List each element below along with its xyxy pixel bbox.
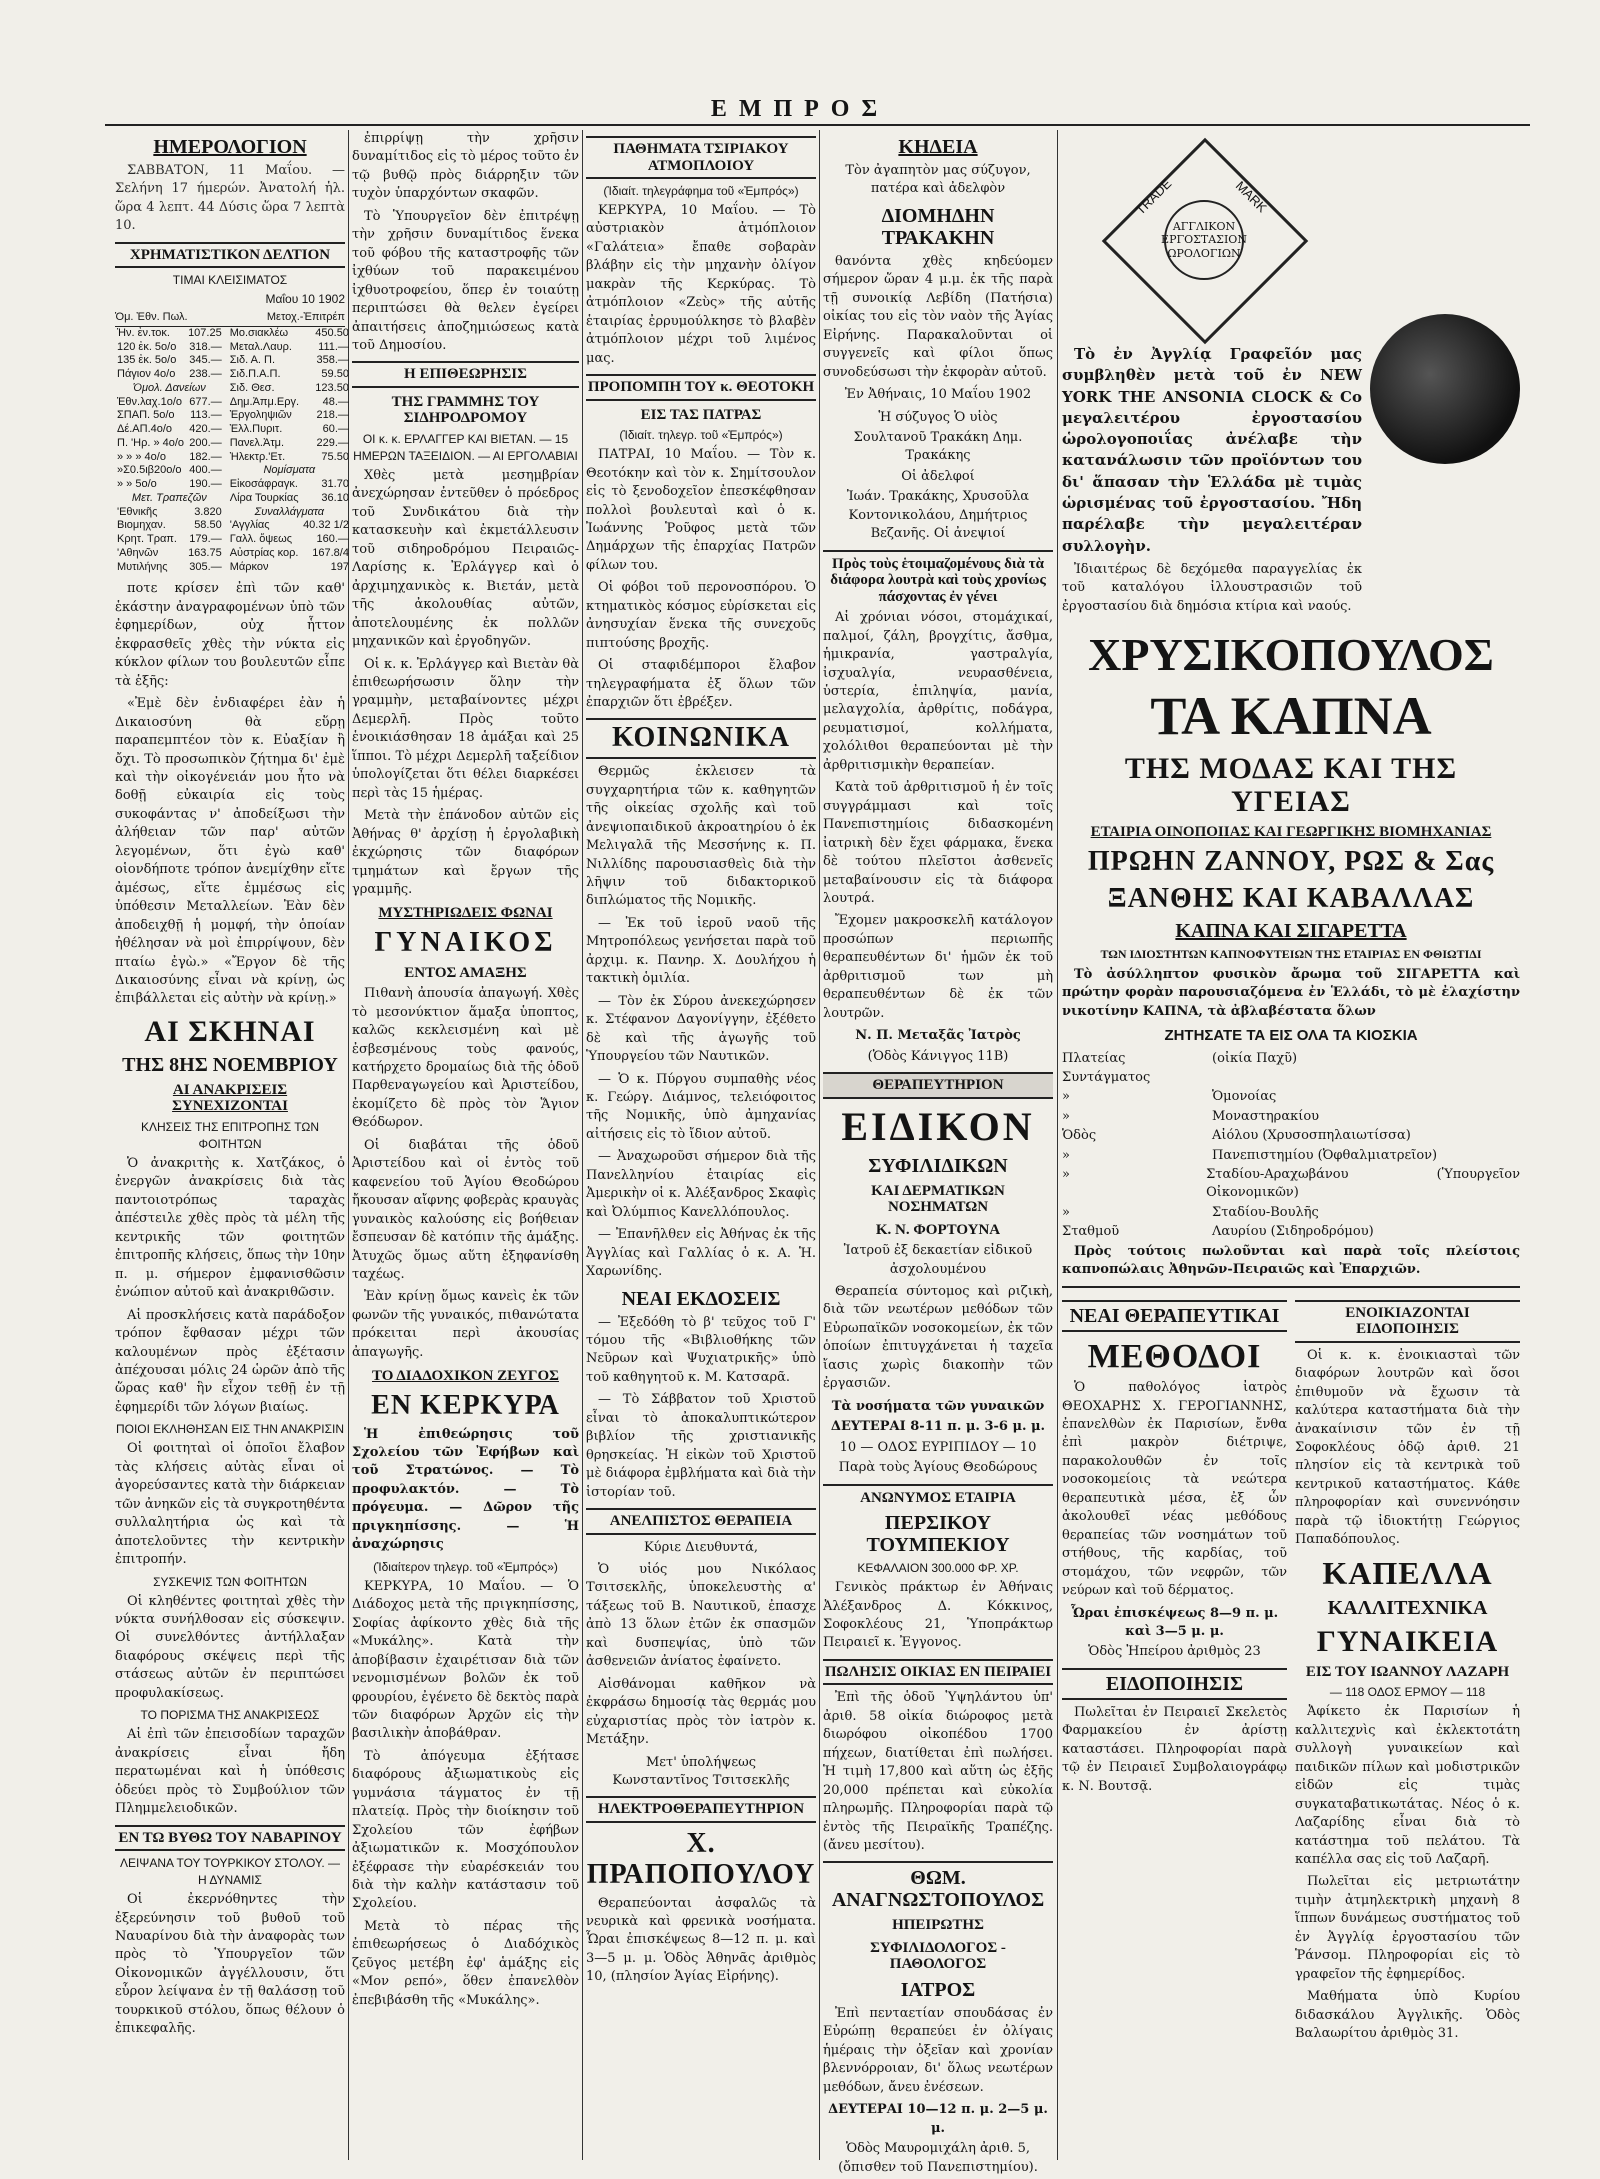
- kiosk-street: »: [1062, 1108, 1070, 1124]
- fx-row: [228, 341, 351, 355]
- kiosk-item: [1062, 1088, 1520, 1106]
- fx-row: [228, 437, 351, 451]
- headline-gynaikos: ΓΥΝΑΙΚΟΣ: [374, 926, 557, 958]
- headline-neai-ekdoseis: ΝΕΑΙ ΕΚΔΟΣΕΙΣ: [621, 1287, 781, 1310]
- kiosk-street: »: [1062, 1147, 1070, 1163]
- fx-label: Μάρκον: [229, 560, 269, 573]
- fx-value: 111.—: [318, 340, 349, 353]
- paragraph: — Τὸν ἐκ Σύρου ἀνεκεχώρησεν κ. Στέφανον Δαγονίγγην, ἐξέθετο δὲ καὶ τῆς ἀγωγῆς τοῦ Ὑπουργείου τῶν Ναυτικῶν.: [586, 993, 816, 1065]
- paragraph: Ὁ ἀνακριτὴς κ. Χατζάκος, ὁ ἐνεργῶν ἀνακρίσεις διὰ τὰς παντοιοτρόπως ταραχὰς ἀπέστειλε χθὲς πρὸς τὰ μέλη τῆς κεντρικῆς τῶν φοιτητῶν ἐπιτροπῆς κλήσεις, ὅπως τὴν 10ην π. μ. σήμερον ἐμφανισθῶσιν ἐνώπιον αὐτοῦ καὶ ἀνακριθῶσιν.: [115, 1155, 345, 1301]
- subhead: ΛΕΙΨΑΝΑ ΤΟΥ ΤΟΥΡΚΙΚΟΥ ΣΤΟΛΟΥ. — Η ΔΥΝΑΜΙΣ: [119, 1856, 341, 1888]
- fx-value: 36.10: [321, 491, 349, 504]
- fx-row: [228, 451, 351, 465]
- fx-row: [115, 437, 224, 451]
- paragraph: ΚΕΡΚΥΡΑ, 10 Μαΐου. — Ὁ Διάδοχος μετὰ τῆς πριγκηπίσσης, Σοφίας ἀφίκοντο χθὲς διὰ τῆς «Μυκάλης». Κατὰ τὴν ἀποβίβασιν ἐχαιρέτισαν διὰ τῶν νενομισμένων βολῶν ἐκ τοῦ φρουρίου, ἐγένετο δὲ δεκτὸς παρὰ τῶν διαφόρων Ἀρχῶν εἰς τὴν βασιλικὴν ἀποβάθραν.: [352, 1578, 579, 1742]
- fx-row: [115, 561, 224, 575]
- fx-value: 40.32 1/2: [303, 519, 349, 532]
- lead: Ἡ ἐπιθεώρησις τοῦ Σχολείου τῶν Ἐφήβων καὶ τοῦ Στρατώνος. — Τὸ προφυλακτόν. — Τὸ πρόγευμα. — Δῶρον τῆς πριγκηπίσσης. — Ἡ ἀναχώρησις: [352, 1426, 579, 1553]
- fx-label: Π. 'Ηρ. » 4ο/ο: [117, 436, 185, 449]
- doctor-name: Ν. Π. Μεταξᾶς Ἰατρὸς: [855, 1028, 1021, 1044]
- subhead: ΚΛΗΣΕΙΣ ΤΗΣ ΕΠΙΤΡΟΠΗΣ ΤΩΝ ΦΟΙΤΗΤΩΝ: [140, 1119, 319, 1151]
- fx-row: [115, 464, 224, 478]
- kiosk-street: »: [1062, 1204, 1070, 1220]
- fx-row: [228, 327, 351, 341]
- clock-ad-text: Τὸ ἐν Ἀγγλίᾳ Γραφεῖόν μας συμβληθὲν μετὰ τοῦ ἐν NEW YORK THE ANSONIA CLOCK & Co μεγαλειτέρου ἐργοστασίου ὡρολογοποιΐας ἀνέλαβε τὴν κατανάλωσιν τῶν προϊόντων του δι' ἅπασαν τὴν Ἑλλάδα μὲ τιμὰς ὡρισμένας τοῦ ἐργοστασίου. Ἤδη παρέλαβε τὴν μεγαλειτέραν συλλογὴν.: [1062, 345, 1362, 555]
- trademark-logo: [1102, 138, 1302, 338]
- headline-iatros: ΙΑΤΡΟΣ: [900, 1978, 976, 2001]
- fx-value: 420.—: [189, 423, 222, 436]
- headline-enoikiazontai: ΕΝΟΙΚΙΑΖΟΝΤΑΙ ΕΙΔΟΠΟΙΗΣΙΣ: [1295, 1300, 1520, 1343]
- fx-label: Δημ.Ἀπμ.Εργ.: [229, 395, 300, 408]
- paragraph: Ἐὰν κρίνῃ ὅμως κανεὶς ἐκ τῶν φωνῶν τῆς γυναικός, πιθανώτατα πρόκειται περὶ ἀκουσίας ἀπαγωγῆς.: [352, 1289, 579, 1360]
- fx-label: Ἡν. ἐν.τοκ.: [117, 326, 170, 339]
- fx-label: » » 5ο/ο: [117, 478, 157, 491]
- kapna-sigaretta: ΚΑΠΝΑ ΚΑΙ ΣΙΓΑΡΕΤΤΑ: [1175, 920, 1407, 943]
- clinic-address: Παρὰ τοὺς Ἁγίους Θεοδώρους: [838, 1460, 1038, 1476]
- doctor-hours: ΔΕΥΤΕΡΑΙ 10—12 π. μ. 2—5 μ. μ.: [828, 2102, 1048, 2136]
- fx-title: ΧΡΗΜΑΤΙΣΤΙΚΟΝ ΔΕΛΤΙΟΝ: [115, 242, 345, 269]
- fx-table: [115, 326, 349, 575]
- fx-label: 120 ἐκ. 5ο/ο: [117, 340, 177, 353]
- headline-diadoxikon: ΤΟ ΔΙΑΔΟΧΙΚΟΝ ΖΕΥΓΟΣ: [372, 1368, 559, 1385]
- doctor-address: Ὁδὸς Ἠπείρου ἀριθμὸς 23: [1088, 1644, 1261, 1660]
- fx-row: [228, 492, 351, 506]
- paragraph: ΠΑΤΡΑΙ, 10 Μαΐου. — Τὸν κ. Θεοτόκην καὶ τὸν κ. Σημίτσουλον εἰς τὸ ξενοδοχεῖον ἐπεσκέφθησαν πολλοὶ βουλευταὶ καὶ ὁ κ. Ἰωάννης Ῥοῦφος μετὰ τῶν Δημάρχων τῆς ἐπαρχίας Πατρῶν φίλων του.: [586, 447, 816, 573]
- calendar-title: ΗΜΕΡΟΛΟΓΙΟΝ: [153, 136, 307, 158]
- headline-syfilidologos: ΣΥΦΙΛΙΔΟΛΟΓΟΣ - ΠΑΘΟΛΟΓΟΣ: [870, 1939, 1006, 1973]
- fx-row: [228, 478, 351, 492]
- fx-row: [115, 396, 224, 410]
- paragraph: Θεραπεύονται ἀσφαλῶς τὰ νευρικὰ καὶ φρενικὰ νοσήματα. Ὧραι ἐπισκέψεως 8—12 π. μ. καὶ 3—5 μ. μ. Ὁδὸς Ἀθηνᾶς ἀριθμὸς 10, (πλησίον Ἁγίας Εἰρήνης).: [586, 1895, 816, 1985]
- column-rule: [1057, 130, 1058, 2160]
- paragraph: — Ἀναχωροῦσι σήμερον διὰ τῆς Πανελληνίου ἑταιρίας εἰς Ἀμερικὴν οἱ κ. Ἀλέξανδρος Σκαφὶς καὶ Ὀλύμπιος Κανελλόπουλος.: [586, 1149, 816, 1220]
- salutation: Κύριε Διευθυντά,: [643, 1539, 759, 1555]
- shop-address: — 118 ΟΔΟΣ ΕΡΜΟΥ — 118: [1329, 1685, 1486, 1700]
- kiosk-place: (οἰκία Παχῦ): [1212, 1051, 1298, 1067]
- headline-theotoki: ΠΡΟΠΟΜΠΗ ΤΟΥ κ. ΘΕΟΤΟΚΗ: [586, 374, 816, 401]
- lower-ads-left: [1062, 1294, 1287, 2048]
- top-rule: [105, 124, 1530, 126]
- fx-row: [115, 478, 224, 492]
- column-5-ads: [1062, 130, 1520, 2048]
- telegram-note: (Ἰδιαίτ. τηλεγράφημα τοῦ «Ἐμπρός»): [603, 184, 799, 198]
- headline-therm: Πρὸς τοὺς ἑτοιμαζομένους διὰ τὰ διάφορα λουτρὰ καὶ τοὺς χρονίως πάσχοντας ἐν γένει: [823, 550, 1053, 606]
- fx-label: Πανελ.Ἀτμ.: [229, 436, 285, 449]
- fx-label: Μυτιλήνης: [117, 560, 168, 573]
- paragraph: Οἱ φόβοι τοῦ περονοσπόρου. Ὁ κτηματικὸς κόσμος εὑρίσκεται εἰς ἀνησυχίαν ἕνεκα τῆς συνεχοῦς πιπτούσης βροχῆς.: [586, 580, 816, 651]
- fx-value: 182.—: [189, 450, 222, 463]
- fx-value: 190.—: [189, 478, 222, 491]
- paragraph: Τὸ Ὑπουργεῖον δὲν ἐπιτρέψῃ τὴν χρῆσιν δυναμίτιδος ἕνεκα τοῦ φόβου τῆς καταστροφῆς τῶν ἰχθύων τοῦ παρακειμένου ἰχθυοτροφείου, ὅπερ ἐν τοιαύτῃ περιπτώσει θὰ θελεν ἐγείρει ἀπαιτήσεις ἀποζημιώσεως κατὰ τοῦ Δημοσίου.: [352, 208, 579, 353]
- headline-koinonika: ΚΟΙΝΩΝΙΚΑ: [586, 718, 816, 759]
- paragraph: ΚΕΡΚΥΡΑ, 10 Μαΐου. — Τὸ αὐστριακὸν ἀτμόπλοιον «Γαλάτεια» ἔπαθε σοβαρὰν βλάβην εἰς τὴν μηχανὴν ὀλίγον μακρὰν τῆς Κερκύρας. Τὸ ἀτμόπλοιον «Ζεὺς» τῆς αὐτῆς ἑταιρίας ἐρρυμούλκησε τὸ βλαβὲν ἀτμόπλοιον μέχρι τοῦ λιμένος μας.: [586, 203, 816, 366]
- kiosk-item: [1062, 1050, 1520, 1087]
- fx-row: [228, 464, 351, 478]
- fx-header: [115, 310, 345, 327]
- paragraph: Τὸ ἀπόγευμα ἐξήτασε διαφόρους ἀξιωματικοὺς εἰς γυμνάσια τάγματος ἐν τῇ πλατείᾳ. Πρὸς τὴν διοίκησιν τοῦ Σχολείου τῶν ἐφήβων ἀξιωματικῶν κ. Μοσχόπουλον ἐξέφρασε τὴν εὐαρέσκειάν του διὰ τὴν καλὴν κατάστασιν τοῦ Σχολείου.: [352, 1748, 579, 1912]
- fx-label: Ἐργοληψιῶν: [229, 409, 292, 422]
- paragraph: Οἱ διαβάται τῆς ὁδοῦ Ἀριστείδου καὶ οἱ ἐντὸς τοῦ καφενείου τοῦ Ἁγίου Θεοδώρου ἤκουσαν αἴφνης φοβερὰς κραυγὰς γυναικὸς καλούσης εἰς βοήθειαν ἔσπευσαν δὲ κατόπιν τῆς ἁμάξης. Ἀτυχῶς ὅμως αὕτη ἐξηφανίσθη ταχέως.: [352, 1137, 579, 1283]
- fx-value: 450.50: [315, 326, 349, 339]
- fx-row: [228, 561, 351, 575]
- headline-eidikon: ΕΙΔΙΚΟΝ: [841, 1103, 1035, 1149]
- kiosk-item: [1062, 1223, 1520, 1241]
- clock-image: [1370, 314, 1520, 464]
- fx-label: Αὐστρίας κορ.: [229, 546, 299, 559]
- fx-label: Σιδ.Π.Α.Π.: [229, 368, 281, 381]
- paragraph: — Ἐκ τοῦ ἱεροῦ ναοῦ τῆς Μητροπόλεως γενήσεται παρὰ τοῦ ἀρχιμ. κ. Πανηρ. Χ. Δουλήχου ἡ τακτικὴ ὁμιλία.: [586, 915, 816, 987]
- headline-amaxis: ΕΝΤΟΣ ΑΜΑΞΗΣ: [404, 964, 527, 981]
- company-xanthi: ΞΑΝΘΗΣ ΚΑΙ ΚΑΒΑΛΛΑΣ: [1107, 882, 1475, 914]
- kapna-best: ΤΩΝ ΙΔΙΟΣΤΗΤΩΝ ΚΑΠΝΟΦΥΤΕΙΩΝ ΤΗΣ ΕΤΑΙΡΙΑΣ ΕΝ ΦΘΙΩΤΙΔΙ: [1100, 947, 1482, 962]
- fx-label: Ἐθν.λαχ.1ο/ο: [117, 395, 183, 408]
- fx-value: 677.—: [189, 395, 222, 408]
- fx-value: 3.820: [194, 505, 222, 518]
- fx-value: 163.75: [188, 546, 222, 559]
- paragraph: Πωλεῖται εἰς μετριωτάτην τιμὴν ἀτμηλεκτρικὴ μηχανὴ 8 ἵππων δυνάμεως συστήματος τοῦ ἐν Ἀγγλίᾳ ἐργοστασίου τῶν Ῥάνσομ. Πληροφορίαι εἰς τὸ γραφεῖον τῆς ἐφημερίδος.: [1295, 1874, 1520, 1982]
- headline-ta-kapna: ΤΑ ΚΑΠΝΑ: [1150, 685, 1432, 746]
- fx-value: 305.—: [189, 560, 222, 573]
- paragraph: θανόντα χθὲς κηδεύομεν σήμερον ὥραν 4 μ.μ. ἐκ τῆς παρὰ τῇ συνοικίᾳ Λεβίδη (Πατήσια) οἰκίας του εἰς τὸν ναὸν τῆς Ἁγίας Εἰρήνης. Παρακαλοῦνται οἱ συγγενεῖς καὶ φίλοι ὅπως συνοδεύσωσι τὴν ἐκφορὰν αὐτοῦ.: [823, 253, 1053, 380]
- clinic-hours: ΔΕΥΤΕΡΑΙ 8-11 π. μ. 3-6 μ. μ.: [830, 1419, 1046, 1435]
- fx-label: Ἠλεκτρ.'Ετ.: [229, 450, 286, 463]
- fx-label: Πάγιον 4ο/ο: [117, 368, 176, 381]
- headline-prapopoulou: Χ. ΠΡΑΠΟΠΟΥΛΟΥ: [586, 1827, 816, 1890]
- column-3: [586, 130, 816, 1991]
- fx-value: 197: [330, 560, 349, 573]
- fx-label: ΣΠΑΠ. 5ο/ο: [117, 409, 175, 422]
- fx-row: [228, 423, 351, 437]
- kiosk-place: Σταδίου-Βουλῆς: [1212, 1204, 1319, 1220]
- paragraph: — Ἐπανῆλθεν εἰς Ἀθήνας ἐκ τῆς Ἀγγλίας καὶ Γαλλίας ὁ κ. Α. Ἡ. Χαρωνίδης.: [586, 1227, 816, 1280]
- kiosk-place: Λαυρίου (Σιδηροδρόμου): [1212, 1224, 1374, 1240]
- khdeia-signature: Σουλτανοῦ Τρακάκη Δημ. Τρακάκης: [853, 429, 1023, 464]
- paragraph: Ἐπὶ τῆς ὁδοῦ Ὑψηλάντου ὑπ' ἀριθ. 58 οἰκία διώροφος μετὰ διωρόφου οἰκοπέδου 1700 πήχεων, διατίθεται ἐπὶ πωλήσει. Ἡ τιμὴ 17,800 καὶ αὕτη ὡς ἐξῆς 20,000 πρέπεται καὶ εὐκολία πληρωμῆς. Πληροφορίαι παρὰ τῷ ἐντὸς τῆς Πειραϊκῆς Τραπέζης. (ἄνευ μεσίτου).: [823, 1690, 1053, 1853]
- fx-row: [115, 451, 224, 465]
- paragraph: Ὁ παθολόγος ἰατρὸς ΘΕΟΧΑΡΗΣ Χ. ΓΕΡΟΓΙΑΝΝΗΣ, ἐπανελθὼν ἐκ Παρισίων, ἔνθα ἐπὶ μακρὸν διέτριψε, παρακολουθῶν ἐν τοῖς νοσοκομείοις τὰ νεώτερα θεραπευτικὰ μέσα, ἐξ ὧν ἀκολουθεῖ νέας μεθόδους θεραπείας τῶν νοσημάτων τοῦ στήθους, τῆς καρδίας, τοῦ στομάχου, τῶν νεφρῶν, τῶν νεύρων καὶ τοῦ δέρματος.: [1062, 1380, 1287, 1599]
- clinic-address: 10 — ΟΔΟΣ ΕΥΡΙΠΙΔΟΥ — 10: [839, 1439, 1037, 1455]
- trademark-right-label: MARK: [1232, 178, 1270, 216]
- fx-row: [115, 519, 224, 533]
- paragraph: Οἱ σταφιδέμποροι ἔλαβον τηλεγραφήματα ἐξ ὅλων τῶν ἐπαρχιῶν ὅτι ἐβρέξεν.: [586, 658, 816, 711]
- fx-row: [115, 492, 224, 506]
- fx-label: Ἑλλ.Πυριτ.: [229, 423, 283, 436]
- headline-dermatikon: ΚΑΙ ΔΕΡΜΑΤΙΚΩΝ ΝΟΣΗΜΑΤΩΝ: [871, 1182, 1005, 1216]
- fx-left-table: [115, 327, 224, 575]
- headline-ipeirotis: ΗΠΕΙΡΩΤΗΣ: [892, 1917, 984, 1934]
- paragraph: Ἐπὶ πενταετίαν σπουδάσας ἐν Εὐρώπῃ θεραπεύει ἐν ὀλίγαις ἡμέραις τὴν ὀξεῖαν καὶ χρονίαν βλεννόρροιαν, δι' ὅλως νεωτέρων μεθόδων, ἄνευ ἐνέσεων.: [823, 2005, 1053, 2095]
- fx-row: [115, 368, 224, 382]
- headline-gynaikeia: ΓΥΝΑΙΚΕΙΑ: [1316, 1624, 1499, 1658]
- fx-label: Κρητ. Τραπ.: [117, 533, 177, 546]
- calendar-text: ΣΑΒΒΑΤΟΝ, 11 Μαΐου. — Σελήνη 17 ήμερών. Ἀνατολή ἡλ. ὥρα 4 λεπτ. 44 Δύσις ὥρα 7 λεπτὰ 10.: [115, 163, 345, 234]
- headline-kerkyra: ΕΝ ΚΕΡΚΥΡΑ: [371, 1389, 560, 1421]
- fx-value: 318.—: [189, 340, 222, 353]
- clinic-doctor-desc: Ἰατροῦ ἐξ δεκαετίαν εἰδικοῦ ἀσχολουμένου: [843, 1243, 1033, 1277]
- paragraph: Μετὰ τὸ πέρας τῆς ἐπιθεωρήσεως ὁ Διαδόχικὸς ζεῦγος μετέβη ἐφ' ἁμάξης εἰς «Μον ρεπό», ὅθεν ἐπανελθὸν ἐπεβιβάσθη τῆς «Μυκάλης».: [352, 1918, 579, 2008]
- fx-row: [115, 354, 224, 368]
- lower-ads: [1062, 1286, 1520, 2048]
- fx-label: Μετ. Τραπεζῶν: [131, 491, 207, 504]
- telegram-note: (Ἰδιαίτ. τηλεγρ. τοῦ «Ἐμπρός»): [619, 428, 783, 443]
- headline-pathemata: ΠΑΘΗΜΑΤΑ ΤΣΙΡΙΑΚΟΥ ΑΤΜΟΠΛΟΙΟΥ: [586, 136, 816, 179]
- fx-label: » » » 4ο/ο: [117, 450, 166, 463]
- headline-methodoi: ΜΕΘΟΔΟΙ: [1087, 1337, 1262, 1375]
- fx-row: [115, 327, 224, 341]
- khdeia-intro: Τὸν ἀγαπητὸν μας σύζυγον, πατέρα καὶ ἀδελφὸν: [845, 163, 1031, 197]
- fx-row: [228, 519, 351, 533]
- fx-row: [115, 506, 224, 520]
- column-rule: [582, 130, 583, 2160]
- headline-epitheorisis-sub: ΤΗΣ ΓΡΑΜΜΗΣ ΤΟΥ ΣΙΔΗΡΟΔΡΟΜΟΥ: [391, 393, 540, 427]
- fx-value: 358.—: [316, 354, 349, 367]
- fx-label: Μεταλ.Λαυρ.: [229, 340, 292, 353]
- paragraph: Ἀφίκετο ἐκ Παρισίων ἡ καλλιτεχνὶς καὶ ἐκλεκτοτάτη συλλογὴ γυναικείων καὶ παιδικῶν πίλων καὶ μοδιστρικῶν εἰδῶν εἰς τιμὰς συγκαταβατικωτάτας. Νέος ὁ κ. Λαζαρίδης εἶναι διὰ τὸ κατάστημα τοῦ πελάτου. Τὰ καπέλλα σας εἰς τοῦ Λαζαρῆ.: [1295, 1704, 1520, 1868]
- clinic-doctor: Κ. Ν. ΦΟΡΤΟΥΝΑ: [875, 1221, 1001, 1238]
- kiosk-item: [1062, 1127, 1520, 1145]
- paragraph: Ἔχομεν μακροσκελῆ κατάλογον προσώπων περιωπῆς θεραπευθέντων δι' ἡμῶν ἐκ τοῦ ἀρθριτισμοῦ των μὴ θεραπευθέντων δὲ ἐκ τῶν λουτρῶν.: [823, 913, 1053, 1021]
- paragraph: Οἱ ἐκερνόθηντες τὴν ἐξερεύνησιν τοῦ βυθοῦ τοῦ Ναυαρίνου διὰ τὴν ἀναφορὰς των πρὸς τὸ Ὑπουργεῖον τῶν Οἰκονομικῶν ἀγγέλλουσιν, ὅτι εὗρον λείψανα ἐν τῇ θαλάσσῃ τοῦ τουρκικοῦ στόλου, ὅπως θέλουν ὁ ἐπικεφαλῆς.: [115, 1892, 345, 2037]
- headline-aiskinai-sub: ΤΗΣ 8ΗΣ ΝΟΕΜΒΡΙΟΥ: [122, 1053, 338, 1076]
- headline-khdeia: ΚΗΔΕΙΑ: [898, 136, 978, 158]
- paragraph: — Ὁ κ. Πύργου συμπαθὴς νέος κ. Γεώργ. Διάμνος, τελειόφοιτος τῆς Νομικῆς, ὑπὸ ἀμηχανίας αἰτήσεις εἰς τὸ ἴδιον αὐτοῦ.: [586, 1071, 816, 1142]
- fx-label: 'Αθηνῶν: [117, 546, 159, 559]
- paragraph: Μετὰ τὴν ἐπάνοδον αὐτῶν εἰς Ἀθήνας θ' ἀρχίσῃ ἡ ἐργολαβικὴ ἐκχώρησις τῶν διαφόρων τμημάτων καὶ ἔργων τῆς γραμμῆς.: [352, 808, 579, 897]
- khdeia-name: ΔΙΟΜΗΔΗΝ ΤΡΑΚΑΚΗΝ: [881, 204, 995, 249]
- column-4: [823, 130, 1053, 2179]
- fx-value: 218.—: [316, 409, 349, 422]
- fx-row: [115, 382, 224, 396]
- company-capital: ΚΕΦΑΛΑΙΟΝ 300.000 ΦΡ. ΧΡ.: [857, 1561, 1019, 1576]
- company-prior: ΠΡΩΗΝ ΖΑΝΝΟΥ, ΡΩΣ & Σας: [1087, 845, 1495, 877]
- headline-modas: ΤΗΣ ΜΟΔΑΣ ΚΑΙ ΤΗΣ ΥΓΕΙΑΣ: [1124, 752, 1458, 819]
- kiosk-place: Αἰόλου (Χρυσοσπηλαιωτίσσα): [1212, 1128, 1411, 1144]
- fx-value: 48.—: [322, 395, 349, 408]
- paragraph: Κατὰ τοῦ ἀρθριτισμοῦ ἡ ἐν τοῖς συγγράμμασι καὶ τοῖς Πανεπιστημίοις διδασκομένη ἰατρικὴ δὲν ἔχει φάρμακα, ἕνεκα δὲ τούτου πλεῖστοι ἀσθενεῖς μεταβαίνουσιν εἰς τὰ διάφορα λουτρά.: [823, 780, 1053, 906]
- fx-value: 60.—: [322, 423, 349, 436]
- headline-anelpistos: ΑΝΕΛΠΙΣΤΟΣ ΘΕΡΑΠΕΙΑ: [586, 1508, 816, 1535]
- fx-row: [228, 409, 351, 423]
- kiosk-place: Μοναστηρακίου: [1212, 1108, 1320, 1124]
- subhead: ΠΟΙΟΙ ΕΚΛΗΘΗΣΑΝ ΕΙΣ ΤΗΝ ΑΝΑΚΡΙΣΙΝ: [115, 1422, 345, 1437]
- paragraph: ποτε κρίσεν ἐπὶ τῶν καθ' ἑκάστην ἀναγραφομένων ὑπὸ τῶν ἐφημερίδων, οὐχ ἧττον ἐκφρασθεῖς χθὲς τὴν νύκτα εἰς κύκλον φίλων του βουλευτῶν εἶπε τὰ ἑξῆς:: [115, 581, 345, 689]
- fx-label: Λίρα Τουρκίας: [229, 491, 299, 504]
- kiosk-street: Ὁδὸς: [1062, 1128, 1097, 1144]
- clinic-hours: Τὰ νοσήματα τῶν γυναικῶν: [831, 1398, 1045, 1414]
- paragraph: Πωλεῖται ἐν Πειραιεῖ Σκελετὸς Φαρμακείου ἐν ἀρίστῃ καταστάσει. Πληροφορίαι παρὰ τῷ ἐν Πειραιεῖ Συμβολαιογράφῳ κ. Ν. Βουτσᾷ.: [1062, 1704, 1287, 1794]
- fx-value: 345.—: [189, 354, 222, 367]
- fx-row: [228, 354, 351, 368]
- paragraph: Θεραπεία σύντομος καὶ ριζικὴ, διὰ τῶν νεωτέρων μεθόδων τῶν Εὐρωπαϊκῶν νοσοκομείων, ἐκ τῶν ὁποίων ἐπιτυγχάνεται ἡ ταχεῖα ἴασις χωρὶς διακοπὴν τῶν ἐργασιῶν.: [823, 1283, 1053, 1392]
- subhead: ΣΥΣΚΕΨΙΣ ΤΩΝ ΦΟΙΤΗΤΩΝ: [153, 1574, 307, 1589]
- paragraph: Αἱ ἐπὶ τῶν ἐπεισοδίων ταραχῶν ἀνακρίσεις εἶναι ἤδη περατωμέναι καὶ ἡ ὑπόθεσις ὁδεύει πρὸς τὸ Συμβούλιον τῶν Πλημμελειοδικῶν.: [115, 1727, 345, 1817]
- fx-row: [228, 396, 351, 410]
- fx-value: 179.—: [189, 533, 222, 546]
- headline-mysterious: ΜΥΣΤΗΡΙΩΔΕΙΣ ΦΩΝΑΙ: [378, 905, 553, 922]
- fx-value: 400.—: [189, 464, 222, 477]
- fx-label: Βιομηχαν.: [117, 519, 166, 532]
- headline-neai-therapeftikai: ΝΕΑΙ ΘΕΡΑΠΕΥΤΙΚΑΙ: [1062, 1300, 1287, 1332]
- fx-right-table: [228, 327, 351, 575]
- fx-value: 123.50: [315, 381, 349, 394]
- kiosk-street: »: [1062, 1166, 1070, 1182]
- paragraph: «Ἐμὲ δὲν ἐνδιαφέρει ἐὰν ἡ Δικαιοσύνη θὰ εὕρῃ παραπεμπτέον τὸν κ. Εὐαξίαν ἢ ὄχι. Τὸ προσωπικὸν ζήτημα δι' ἐμὲ καὶ τὴν οἰκογένειάν μου ἦτο νὰ δοθῇ εὐκαιρία εἰς τοὺς συκοφάντας ν' ἀποδείξωσι τὴν ἀλήθειαν τῶν παρ' αὐτῶν λεγομένων, ὅτι ἐγὼ καθ' οἱονδήποτε τρόπον ἀνεμίχθην εἴτε ἀμέσως, εἴτε ἐμμέσως εἰς ὑπόθεσιν Μεταλλείων. Ἐὰν δὲν ἀποδειχθῇ ἡ μομφή, τὴν ὁποίαν ἠθέλησαν νὰ μοὶ ἐπιρρίψουν, δὲν πταίω ἐγὼ.» «Ἔργον δὲ τῆς Δικαιοσύνης εἶναι νὰ κρίνῃ, ὡς ἐπιβάλλεται εἰς αὐτὴν νὰ κρίνῃ.»: [115, 696, 345, 1007]
- fx-label: Ὁμολ. Δανείων: [132, 381, 206, 394]
- kiosk-street: »: [1062, 1089, 1070, 1105]
- shop-owner: ΕΙΣ ΤΟΥ ΙΩΑΝΝΟΥ ΛΑΖΑΡΗ: [1305, 1663, 1510, 1680]
- fx-value: 229.—: [316, 436, 349, 449]
- fx-value: 58.50: [194, 519, 222, 532]
- kiosk-place: Ὁμονοίας: [1212, 1089, 1277, 1105]
- fx-value: 238.—: [189, 368, 222, 381]
- paragraph: Μαθήματα ὑπὸ Κυρίου διδασκάλου Ἀγγλικῆς. Ὁδὸς Βαλαωρίτου ἀριθμὸς 31.: [1295, 1989, 1520, 2042]
- fx-row: [228, 533, 351, 547]
- fx-label: Νομίσματα: [263, 464, 316, 477]
- fx-label: Εἰκοσάφραγκ.: [229, 478, 298, 491]
- column-rule: [819, 130, 820, 2160]
- paragraph: Οἱ κ. κ. Ἐρλάγγερ καὶ Βιετὰν θὰ ἐπιθεωρήσωσιν ὅλην τὴν γραμμὴν, μεταβαίνοντες μέχρι Δεμερλῆ. Πρὸς τοῦτο ἑνοικιάσθησαν 18 ἁμάξαι καὶ 25 ἵπποι. Τὸ μέχρι Δεμερλῆ ταξείδιον ὑπολογίζεται ὅτι θέλει διαρκέσει περὶ τὰς 15 ἡμέρας.: [352, 656, 579, 801]
- headline-therapeftirion: ΘΕΡΑΠΕΥΤΗΡΙΟΝ: [823, 1072, 1053, 1099]
- fx-label: 'Αγγλίας: [229, 519, 270, 532]
- kiosk-item: [1062, 1204, 1520, 1222]
- kapna-ad-text: Πρὸς τούτοις πωλοῦνται καὶ παρὰ τοῖς πλείστοις καπνοπώλαις Ἀθηνῶν-Πειραιῶς καὶ Ἐπαρχιῶν.: [1062, 1243, 1520, 1278]
- headline-epitheorisis: Η ΕΠΙΘΕΩΡΗΣΙΣ: [352, 361, 579, 388]
- clock-ad-text: Ἰδιαιτέρως δὲ δεχόμεθα παραγγελίας ἐκ τοῦ καταλόγου ἰλλουστρασιῶν τοῦ ἐργοστασίου διὰ δημόσια κτίρια καὶ ναούς.: [1062, 561, 1362, 614]
- paragraph: Γενικὸς πράκτωρ ἐν Ἀθήναις Ἀλέξανδρος Δ. Κόκκινος, Σοφοκλέους 21, Ὑποπράκτωρ Πειραιεῖ κ. Ἐγγονος.: [823, 1580, 1053, 1651]
- doctor-hours: Ὧραι ἐπισκέψεως 8—9 π. μ. καὶ 3—5 μ. μ.: [1070, 1605, 1279, 1639]
- subhead: ΤΟ ΠΟΡΙΣΜΑ ΤΗΣ ΑΝΑΚΡΙΣΕΩΣ: [140, 1708, 320, 1723]
- fx-value: 113.—: [190, 409, 222, 422]
- fx-row: [115, 409, 224, 423]
- clock-ad: [1062, 344, 1520, 620]
- fx-row: [228, 506, 351, 520]
- fx-row: [115, 341, 224, 355]
- kiosk-list: [1062, 1050, 1520, 1242]
- paragraph: — Ἐξεδόθη τὸ β' τεῦχος τοῦ Γ' τόμου τῆς «Βιβλιοθήκης τῶν Νεῦρων καὶ Ψυχιατρικῆς» ὑπὸ τοῦ καθηγητοῦ κ. Μ. Κατσαρᾶ.: [586, 1314, 816, 1385]
- paragraph: Πιθανὴ ἀπουσία ἀπαγωγή. Χθὲς τὸ μεσονύκτιον ἅμαξα ὑποπτος, καλῶς κεκλεισμένη καὶ μὲ ἐσβεσμένους τοὺς φανούς, κατήρχετο δρομαίως διὰ τῆς ὁδοῦ Παρθεναγωγείου καὶ Ἀριστείδου, ἐκομίζετο δὲ πρὸς τὸν Ἅγιον Θεόδωρον.: [352, 986, 579, 1131]
- kapna-ask: ΖΗΤΗΣΑΤΕ ΤΑ ΕΙΣ ΟΛΑ ΤΑ ΚΙΟΣΚΙΑ: [1164, 1026, 1418, 1044]
- headline-hlektrotherapeftirion: ΗΛΕΚΤΡΟΘΕΡΑΠΕΥΤΗΡΙΟΝ: [586, 1796, 816, 1823]
- column-1: [115, 130, 349, 2043]
- fx-value: 160.—: [316, 533, 349, 546]
- fx-value: 167.8/4: [312, 546, 349, 559]
- lower-ads-right: [1295, 1294, 1520, 2048]
- fx-head-left: Ὁμ. Ἐθν. Πωλ.: [115, 311, 188, 324]
- headline-anakriseis: ΑΙ ΑΝΑΚΡΙΣΕΙΣ ΣΥΝΕΧΙΖΟΝΤΑΙ: [172, 1081, 288, 1115]
- fx-label: 135 ἐκ. 5ο/ο: [117, 354, 177, 367]
- fx-label: Δέ.ΑΠ.4ο/ο: [117, 423, 173, 436]
- paragraph: Οἱ κ. κ. ἐνοικιασταὶ τῶν διαφόρων λουτρῶν καὶ ὅσοι ἐπιθυμοῦν νὰ ἔχωσιν τὰ καλύτερα καταστήματα διὰ τὴν ἀνακαίνισιν τῶν ἐν τῇ Σοφοκλέους ὁδῷ ἀριθ. 21 πλησίον εἰς τὰ κεντρικὰ τοῦ κεντρικοῦ καταστήματος. Κάθε πληροφορίαν καὶ συνεννόησιν παρὰ τῷ ἰδιοκτήτῃ Γεώργιος Παπαδόπουλος.: [1295, 1347, 1520, 1548]
- trademark-left-label: TRADE: [1132, 175, 1175, 218]
- headline-anonymos: ΑΝΩΝΥΜΟΣ ΕΤΑΙΡΙΑ: [823, 1484, 1053, 1507]
- fx-row: [115, 533, 224, 547]
- telegram-note: (Ἰδιαίτερον τηλεγρ. τοῦ «Ἐμπρός»): [373, 1559, 558, 1574]
- kiosk-street: Σταθμοῦ: [1062, 1224, 1120, 1240]
- kiosk-street: Πλατείας Συντάγματος: [1062, 1051, 1151, 1085]
- fx-value: 107.25: [188, 326, 222, 339]
- kiosk-place: Πανεπιστημίου (Ὀφθαλμιατρεῖον): [1212, 1147, 1438, 1163]
- fx-label: Σιδ. Θεσ.: [229, 381, 275, 394]
- headline-kallitexnika: ΚΑΛΛΙΤΕΧΝΙΚΑ: [1327, 1596, 1488, 1619]
- fx-value: 59.50: [321, 368, 349, 381]
- kiosk-item: [1062, 1166, 1520, 1203]
- paragraph: Θερμῶς ἐκλεισεν τὰ συγχαρητήρια τῶν κ. καθηγητῶν τῆς οἰκείας σχολῆς καὶ τοῦ ἀνεψιοπαιδικοῦ ἀκροατηρίου ὁ ἐκ Μελιγαλᾶ τῆς Μεσσήνης κ. Π. Νιλλίδης παρουσιασθεὶς διὰ τὴν λῆψιν τοῦ διδακτορικοῦ διπλώματος τῆς Νομικῆς.: [586, 764, 816, 909]
- subhead: ΟΙ κ. κ. ΕΡΛΑΓΓΕΡ ΚΑΙ ΒΙΕΤΑΝ. — 15 ΗΜΕΡΩΝ ΤΑΞΕΙΔΙΟΝ. — ΑΙ ΕΡΓΟΛΑΒΙΑΙ: [353, 431, 578, 463]
- paragraph: Οἱ κληθέντες φοιτηταὶ χθὲς τὴν νύκτα συνήλθοσαν εἰς σύσκεψιν. Οἱ συνελθόντες ἀντήλλαξαν διαφόρους σκέψεις περὶ τῆς στάσεως αὐτῶν ἐν περιπτώσει προφυλακίσεως.: [115, 1593, 345, 1701]
- paragraph: Αἰσθάνομαι καθῆκον νὰ ἐκφράσω δημοσίᾳ τὰς θερμάς μου εὐχαριστίας πρὸς τὸν ἰατρὸν κ. Μετάξην.: [586, 1676, 816, 1748]
- doctor-address: Ὁδὸς Μαυρομιχάλη ἀριθ. 5, (ὄπισθεν τοῦ Πανεπιστημίου).: [838, 2141, 1038, 2175]
- headline-anagnostopoulos: ΘΩΜ. ΑΝΑΓΝΩΣΤΟΠΟΥΛΟΣ: [823, 1861, 1053, 1911]
- fx-subtitle: ΤΙΜΑΙ ΚΛΕΙΣΙΜΑΤΟΣ: [172, 273, 288, 288]
- fx-label: 'Εθνικῆς: [117, 505, 158, 518]
- fx-value: 31.70: [321, 478, 349, 491]
- company-name: ΕΤΑΙΡΙΑ ΟΙΝΟΠΟΙΙΑΣ ΚΑΙ ΓΕΩΡΓΙΚΗΣ ΒΙΟΜΗΧΑΝΙΑΣ: [1090, 824, 1492, 841]
- fx-label: Συναλλάγματα: [254, 505, 325, 518]
- fx-value: 200.—: [189, 436, 222, 449]
- fx-row: [228, 547, 351, 561]
- kiosk-item: [1062, 1108, 1520, 1126]
- signature: Μετ' ὑπολήψεως Κωνσταντῖνος Τσιτσεκλῆς: [612, 1754, 790, 1788]
- headline-polisis: ΠΩΛΗΣΙΣ ΟΙΚΙΑΣ ΕΝ ΠΕΙΡΑΙΕΙ: [823, 1659, 1053, 1686]
- headline-syfilidikon: ΣΥΦΙΛΙΔΙΚΩΝ: [868, 1154, 1008, 1177]
- fx-value: 75.50: [321, 450, 349, 463]
- fx-head-right: Μετοχ.-Ἐπιτρέπ: [266, 311, 345, 324]
- headline-patras: ΕΙΣ ΤΑΣ ΠΑΤΡΑΣ: [640, 406, 762, 423]
- khdeia-signature: Ἡ σύζυγος Ὁ υἱὸς: [878, 409, 998, 425]
- fx-label: Γαλλ. ὄψεως: [229, 533, 293, 546]
- trademark-seal: ΑΓΓΛΙΚΟΝ ΕΡΓΟΣΤΑΣΙΟΝ ΩΡΟΛΟΓΙΩΝ: [1164, 200, 1244, 280]
- fx-label: »Σ0.5ιβ20ο/ο: [117, 464, 182, 477]
- paragraph: Αἱ προσκλήσεις κατὰ παράδοξον τρόπον ἔφθασαν μέχρι τῶν καλουμένων πρὸς ἐξέτασιν ἀπέχουσαι μόλις 24 ὡρῶν ἀπὸ τῆς ὥρας καθ' ἣν εἶχον τεθῇ ἐν τῇ ἐφημερίδι τῶν λόγων βιαίως.: [115, 1307, 345, 1415]
- fx-row: [115, 547, 224, 561]
- paragraph: Οἱ φοιτηταὶ οἱ ὁποῖοι ἔλαβον τὰς κλήσεις αὐτὰς εἶναι οἱ ἀγορεύσαντες κατὰ τὴν διάρκειαν τῶν ἀνηκῶν εἰς τὰ συγκροτηθέντα συλλαλητήρια ὡς καὶ τὰ ἀποτελοῦντες τὴν κεντρικὴν ἐπιτροπήν.: [115, 1441, 345, 1568]
- fx-row: [115, 423, 224, 437]
- column-2: [352, 130, 579, 2014]
- kapna-ad-text: Τὸ ἀσύλληπτον φυσικὸν ἄρωμα τοῦ ΣΙΓΑΡΕΤΤΑ καὶ πρώτην φορὰν παρουσιαζόμενα ἐν Ἑλλάδι, τὸ μὲ ἐλαχίστην νικοτίνην ΚΑΠΝΑ, τὰ ἀβλαβέστατα ὅλων: [1062, 966, 1520, 1019]
- paragraph: Αἱ χρόνιαι νόσοι, στομάχικαί, παλμοί, ζάλη, βρογχίτις, ἄσθμα, ἡμικρανία, γαστραλγία, ἰσχυαλγία, νευρασθένεια, ὑστερία, ἐπιληψία, μανία, μελαγχολία, ἀρθρίτις, ποδάγρα, ρευματισμοί, κολλήματα, χολόλιθοι θεραπεύονται μὲ τὴν ἀρθριτισμικὴν θεραπείαν.: [823, 610, 1053, 773]
- doctor-address: (Ὁδὸς Κάνιγγος 11Β): [867, 1048, 1009, 1064]
- paragraph: Χθὲς μετὰ μεσημβρίαν ἀνεχώρησαν ἐντεῦθεν ὁ πρόεδρος τοῦ Συνδικάτου διὰ τὴν κατασκευὴν καὶ ἐκμετάλλευσιν τοῦ σιδηροδρόμου Πειραιῶς-Λαρίσης κ. Ἐρλάγγερ καὶ ὁ ἀρχιμηχανικὸς κ. Βιετάν, μετὰ τῆς ἀκολουθίας αὐτῶν, ἀποτελουμένης ἐκ πολλῶν μηχανικῶν καὶ ἐργοδηγῶν.: [352, 468, 579, 650]
- khdeia-signature: Οἱ ἀδελφοί: [901, 468, 975, 484]
- headline-kapella: ΚΑΠΕΛΛΑ: [1322, 1554, 1493, 1591]
- paragraph: — Τὸ Σάββατον τοῦ Χριστοῦ εἶναι τὸ ἀποκαλυπτικώτερον βιβλίον τῆς χριστιανικῆς θρησκείας. Ἡ εἰκὼν τοῦ Χριστοῦ μὲ διάφορα ἐμβλήματα καὶ διὰ τὴν ἱστορίαν τοῦ.: [586, 1392, 816, 1500]
- fx-row: [228, 368, 351, 382]
- headline-toumbekiou: ΠΕΡΣΙΚΟΥ ΤΟΥΜΠΕΚΙΟΥ: [866, 1512, 1010, 1557]
- headline-aiskinai: ΑΙ ΣΚΗΝΑΙ: [144, 1014, 316, 1048]
- fx-date: Μαΐου 10 1902: [265, 292, 345, 307]
- khdeia-place: Ἐν Ἀθήναις, 10 Μαΐου 1902: [844, 387, 1032, 403]
- fx-label: Μο.σιακλέω: [229, 326, 289, 339]
- headline-eidopoiisis: ΕΙΔΟΠΟΙΗΣΙΣ: [1062, 1668, 1287, 1700]
- kiosk-place: Σταδίου-Αραχωβάνου (Ὑπουργεῖον Οἰκονομικῶν): [1206, 1166, 1520, 1201]
- paragraph: ἐπιρρίψῃ τὴν χρῆσιν δυναμίτιδος εἰς τὸ μέρος τοῦτο ἐν τῷ βυθῷ πρὸς διάρρηξιν τῶν τυχὸν ὑπαρχόντων σκαφῶν.: [352, 131, 579, 202]
- fx-row: [228, 382, 351, 396]
- headline-chrysikopoulos: ΧΡΥΣΙΚΟΠΟΥΛΟΣ: [1088, 629, 1494, 681]
- kiosk-item: [1062, 1147, 1520, 1165]
- paragraph: Ὁ υἱός μου Νικόλαος Τσιτσεκλῆς, ὑποκελευστὴς α' τάξεως τοῦ Β. Ναυτικοῦ, ἐπασχε ἀπὸ 13 ὅλων ἐτῶν ἐκ σπασμῶν καὶ δυσπεψίας, ὑπὸ τῶν ἀσθενειῶν ἀνίατος ἐφαίνετο.: [586, 1562, 816, 1670]
- fx-label: Σιδ. Α. Π.: [229, 354, 276, 367]
- khdeia-signature: Ἰωάν. Τρακάκης, Χρυσοῦλα Κοντονικολάου, Δημήτριος Βεζανῆς. Οἱ ἀνεψιοί: [846, 489, 1030, 542]
- masthead: ΕΜΠΡΟΣ: [710, 96, 890, 122]
- headline-navarino: ΕΝ ΤΩ ΒΥΘΩ ΤΟΥ ΝΑΒΑΡΙΝΟΥ: [115, 1825, 345, 1852]
